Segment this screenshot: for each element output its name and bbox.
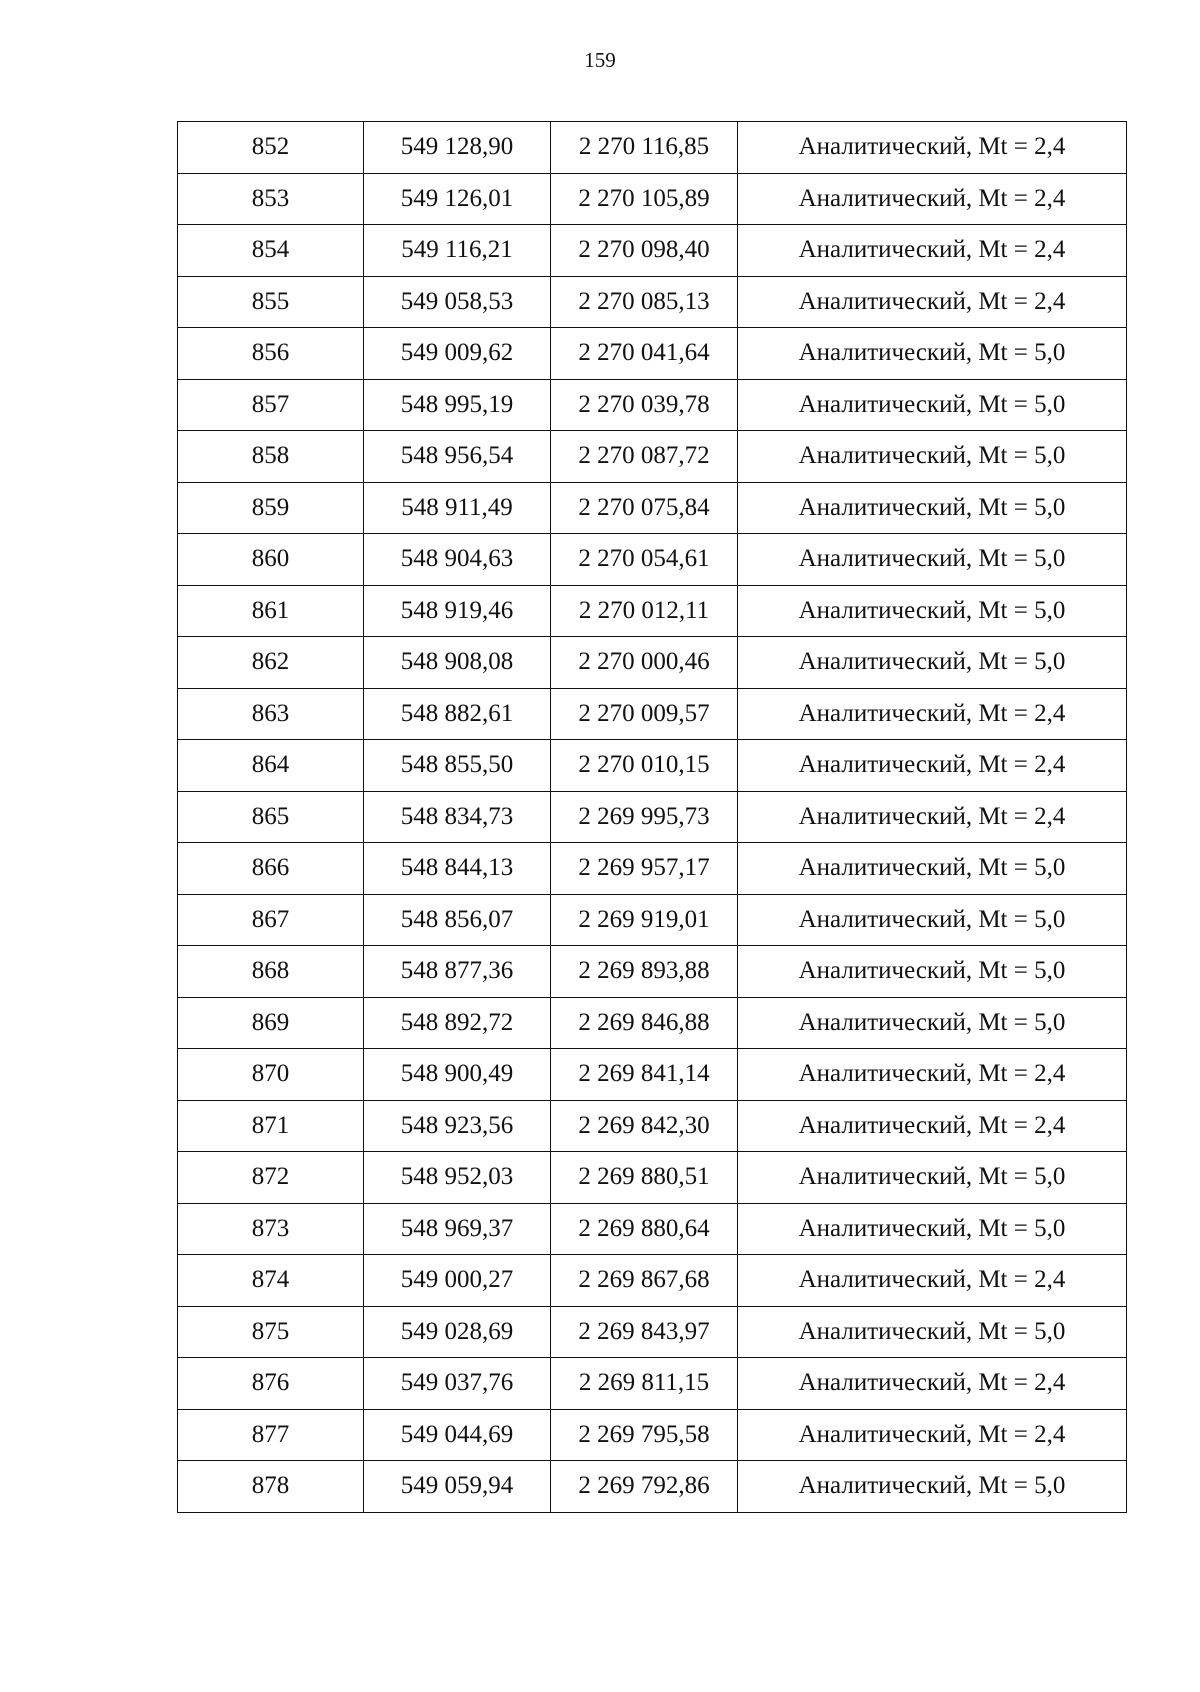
x-coordinate-cell: 549 037,76 [364, 1358, 551, 1410]
method-cell: Аналитический, Mt = 2,4 [738, 1358, 1127, 1410]
x-coordinate-cell: 549 000,27 [364, 1255, 551, 1307]
point-number-cell: 852 [178, 122, 364, 174]
method-cell: Аналитический, Mt = 2,4 [738, 276, 1127, 328]
table-row [178, 637, 1127, 689]
point-number-cell: 866 [178, 843, 364, 895]
x-coordinate-cell: 548 908,08 [364, 637, 551, 689]
method-cell: Аналитический, Mt = 2,4 [738, 173, 1127, 225]
y-coordinate-cell: 2 269 842,30 [551, 1100, 738, 1152]
y-coordinate-cell: 2 269 880,51 [551, 1152, 738, 1204]
method-cell: Аналитический, Mt = 5,0 [738, 843, 1127, 895]
page-number: 159 [584, 48, 616, 72]
method-cell: Аналитический, Mt = 5,0 [738, 894, 1127, 946]
method-cell: Аналитический, Mt = 2,4 [738, 225, 1127, 277]
table-row [178, 1049, 1127, 1101]
x-coordinate-cell: 548 882,61 [364, 688, 551, 740]
method-cell: Аналитический, Mt = 5,0 [738, 1461, 1127, 1513]
table-row [178, 997, 1127, 1049]
method-cell: Аналитический, Mt = 5,0 [738, 1152, 1127, 1204]
y-coordinate-cell: 2 269 811,15 [551, 1358, 738, 1410]
point-number-cell: 864 [178, 740, 364, 792]
method-cell: Аналитический, Mt = 2,4 [738, 1255, 1127, 1307]
point-number-cell: 878 [178, 1461, 364, 1513]
point-number-cell: 858 [178, 431, 364, 483]
point-number-cell: 862 [178, 637, 364, 689]
x-coordinate-cell: 548 911,49 [364, 482, 551, 534]
table-row [178, 843, 1127, 895]
x-coordinate-cell: 549 044,69 [364, 1409, 551, 1461]
point-number-cell: 867 [178, 894, 364, 946]
y-coordinate-cell: 2 269 795,58 [551, 1409, 738, 1461]
y-coordinate-cell: 2 269 867,68 [551, 1255, 738, 1307]
y-coordinate-cell: 2 270 009,57 [551, 688, 738, 740]
x-coordinate-cell: 548 923,56 [364, 1100, 551, 1152]
table-row [178, 173, 1127, 225]
x-coordinate-cell: 548 834,73 [364, 791, 551, 843]
table-row [178, 791, 1127, 843]
table-row [178, 688, 1127, 740]
point-number-cell: 857 [178, 379, 364, 431]
point-number-cell: 875 [178, 1306, 364, 1358]
method-cell: Аналитический, Mt = 5,0 [738, 1203, 1127, 1255]
x-coordinate-cell: 548 952,03 [364, 1152, 551, 1204]
x-coordinate-cell: 549 059,94 [364, 1461, 551, 1513]
method-cell: Аналитический, Mt = 5,0 [738, 534, 1127, 586]
y-coordinate-cell: 2 269 919,01 [551, 894, 738, 946]
method-cell: Аналитический, Mt = 2,4 [738, 1409, 1127, 1461]
y-coordinate-cell: 2 270 041,64 [551, 328, 738, 380]
table-row [178, 946, 1127, 998]
method-cell: Аналитический, Mt = 5,0 [738, 946, 1127, 998]
point-number-cell: 868 [178, 946, 364, 998]
y-coordinate-cell: 2 270 105,89 [551, 173, 738, 225]
x-coordinate-cell: 548 877,36 [364, 946, 551, 998]
table-row [178, 1358, 1127, 1410]
y-coordinate-cell: 2 269 843,97 [551, 1306, 738, 1358]
y-coordinate-cell: 2 269 792,86 [551, 1461, 738, 1513]
method-cell: Аналитический, Mt = 2,4 [738, 122, 1127, 174]
point-number-cell: 865 [178, 791, 364, 843]
y-coordinate-cell: 2 270 000,46 [551, 637, 738, 689]
y-coordinate-cell: 2 270 087,72 [551, 431, 738, 483]
table-row [178, 534, 1127, 586]
point-number-cell: 869 [178, 997, 364, 1049]
point-number-cell: 856 [178, 328, 364, 380]
y-coordinate-cell: 2 269 880,64 [551, 1203, 738, 1255]
y-coordinate-cell: 2 270 075,84 [551, 482, 738, 534]
table-row [178, 431, 1127, 483]
point-number-cell: 860 [178, 534, 364, 586]
table-row [178, 122, 1127, 174]
point-number-cell: 876 [178, 1358, 364, 1410]
x-coordinate-cell: 548 855,50 [364, 740, 551, 792]
x-coordinate-cell: 549 028,69 [364, 1306, 551, 1358]
x-coordinate-cell: 549 058,53 [364, 276, 551, 328]
x-coordinate-cell: 549 126,01 [364, 173, 551, 225]
coordinates-table-body [178, 122, 1127, 1513]
method-cell: Аналитический, Mt = 2,4 [738, 791, 1127, 843]
method-cell: Аналитический, Mt = 5,0 [738, 431, 1127, 483]
x-coordinate-cell: 549 009,62 [364, 328, 551, 380]
coordinates-table [177, 121, 1127, 1513]
y-coordinate-cell: 2 269 957,17 [551, 843, 738, 895]
method-cell: Аналитический, Mt = 5,0 [738, 585, 1127, 637]
method-cell: Аналитический, Mt = 5,0 [738, 997, 1127, 1049]
y-coordinate-cell: 2 270 054,61 [551, 534, 738, 586]
point-number-cell: 863 [178, 688, 364, 740]
x-coordinate-cell: 548 904,63 [364, 534, 551, 586]
x-coordinate-cell: 548 892,72 [364, 997, 551, 1049]
x-coordinate-cell: 548 956,54 [364, 431, 551, 483]
table-row [178, 585, 1127, 637]
table-row [178, 1461, 1127, 1513]
point-number-cell: 871 [178, 1100, 364, 1152]
table-row [178, 1152, 1127, 1204]
point-number-cell: 874 [178, 1255, 364, 1307]
point-number-cell: 872 [178, 1152, 364, 1204]
method-cell: Аналитический, Mt = 5,0 [738, 637, 1127, 689]
x-coordinate-cell: 549 116,21 [364, 225, 551, 277]
point-number-cell: 859 [178, 482, 364, 534]
y-coordinate-cell: 2 269 841,14 [551, 1049, 738, 1101]
table-row [178, 1409, 1127, 1461]
x-coordinate-cell: 548 969,37 [364, 1203, 551, 1255]
method-cell: Аналитический, Mt = 2,4 [738, 1100, 1127, 1152]
method-cell: Аналитический, Mt = 2,4 [738, 1049, 1127, 1101]
table-row [178, 225, 1127, 277]
table-row [178, 379, 1127, 431]
method-cell: Аналитический, Mt = 5,0 [738, 1306, 1127, 1358]
x-coordinate-cell: 548 844,13 [364, 843, 551, 895]
table-row [178, 1100, 1127, 1152]
y-coordinate-cell: 2 269 846,88 [551, 997, 738, 1049]
y-coordinate-cell: 2 269 893,88 [551, 946, 738, 998]
point-number-cell: 873 [178, 1203, 364, 1255]
y-coordinate-cell: 2 270 098,40 [551, 225, 738, 277]
method-cell: Аналитический, Mt = 2,4 [738, 740, 1127, 792]
x-coordinate-cell: 548 919,46 [364, 585, 551, 637]
table-row [178, 894, 1127, 946]
method-cell: Аналитический, Mt = 2,4 [738, 688, 1127, 740]
table-row [178, 1306, 1127, 1358]
x-coordinate-cell: 548 995,19 [364, 379, 551, 431]
x-coordinate-cell: 548 856,07 [364, 894, 551, 946]
y-coordinate-cell: 2 270 116,85 [551, 122, 738, 174]
table-row [178, 482, 1127, 534]
point-number-cell: 854 [178, 225, 364, 277]
point-number-cell: 877 [178, 1409, 364, 1461]
x-coordinate-cell: 548 900,49 [364, 1049, 551, 1101]
x-coordinate-cell: 549 128,90 [364, 122, 551, 174]
y-coordinate-cell: 2 270 039,78 [551, 379, 738, 431]
table-row [178, 1255, 1127, 1307]
y-coordinate-cell: 2 270 085,13 [551, 276, 738, 328]
point-number-cell: 870 [178, 1049, 364, 1101]
table-row [178, 740, 1127, 792]
method-cell: Аналитический, Mt = 5,0 [738, 482, 1127, 534]
y-coordinate-cell: 2 270 010,15 [551, 740, 738, 792]
method-cell: Аналитический, Mt = 5,0 [738, 379, 1127, 431]
y-coordinate-cell: 2 270 012,11 [551, 585, 738, 637]
table-row [178, 328, 1127, 380]
point-number-cell: 861 [178, 585, 364, 637]
point-number-cell: 855 [178, 276, 364, 328]
table-row [178, 1203, 1127, 1255]
table-row [178, 276, 1127, 328]
method-cell: Аналитический, Mt = 5,0 [738, 328, 1127, 380]
point-number-cell: 853 [178, 173, 364, 225]
y-coordinate-cell: 2 269 995,73 [551, 791, 738, 843]
